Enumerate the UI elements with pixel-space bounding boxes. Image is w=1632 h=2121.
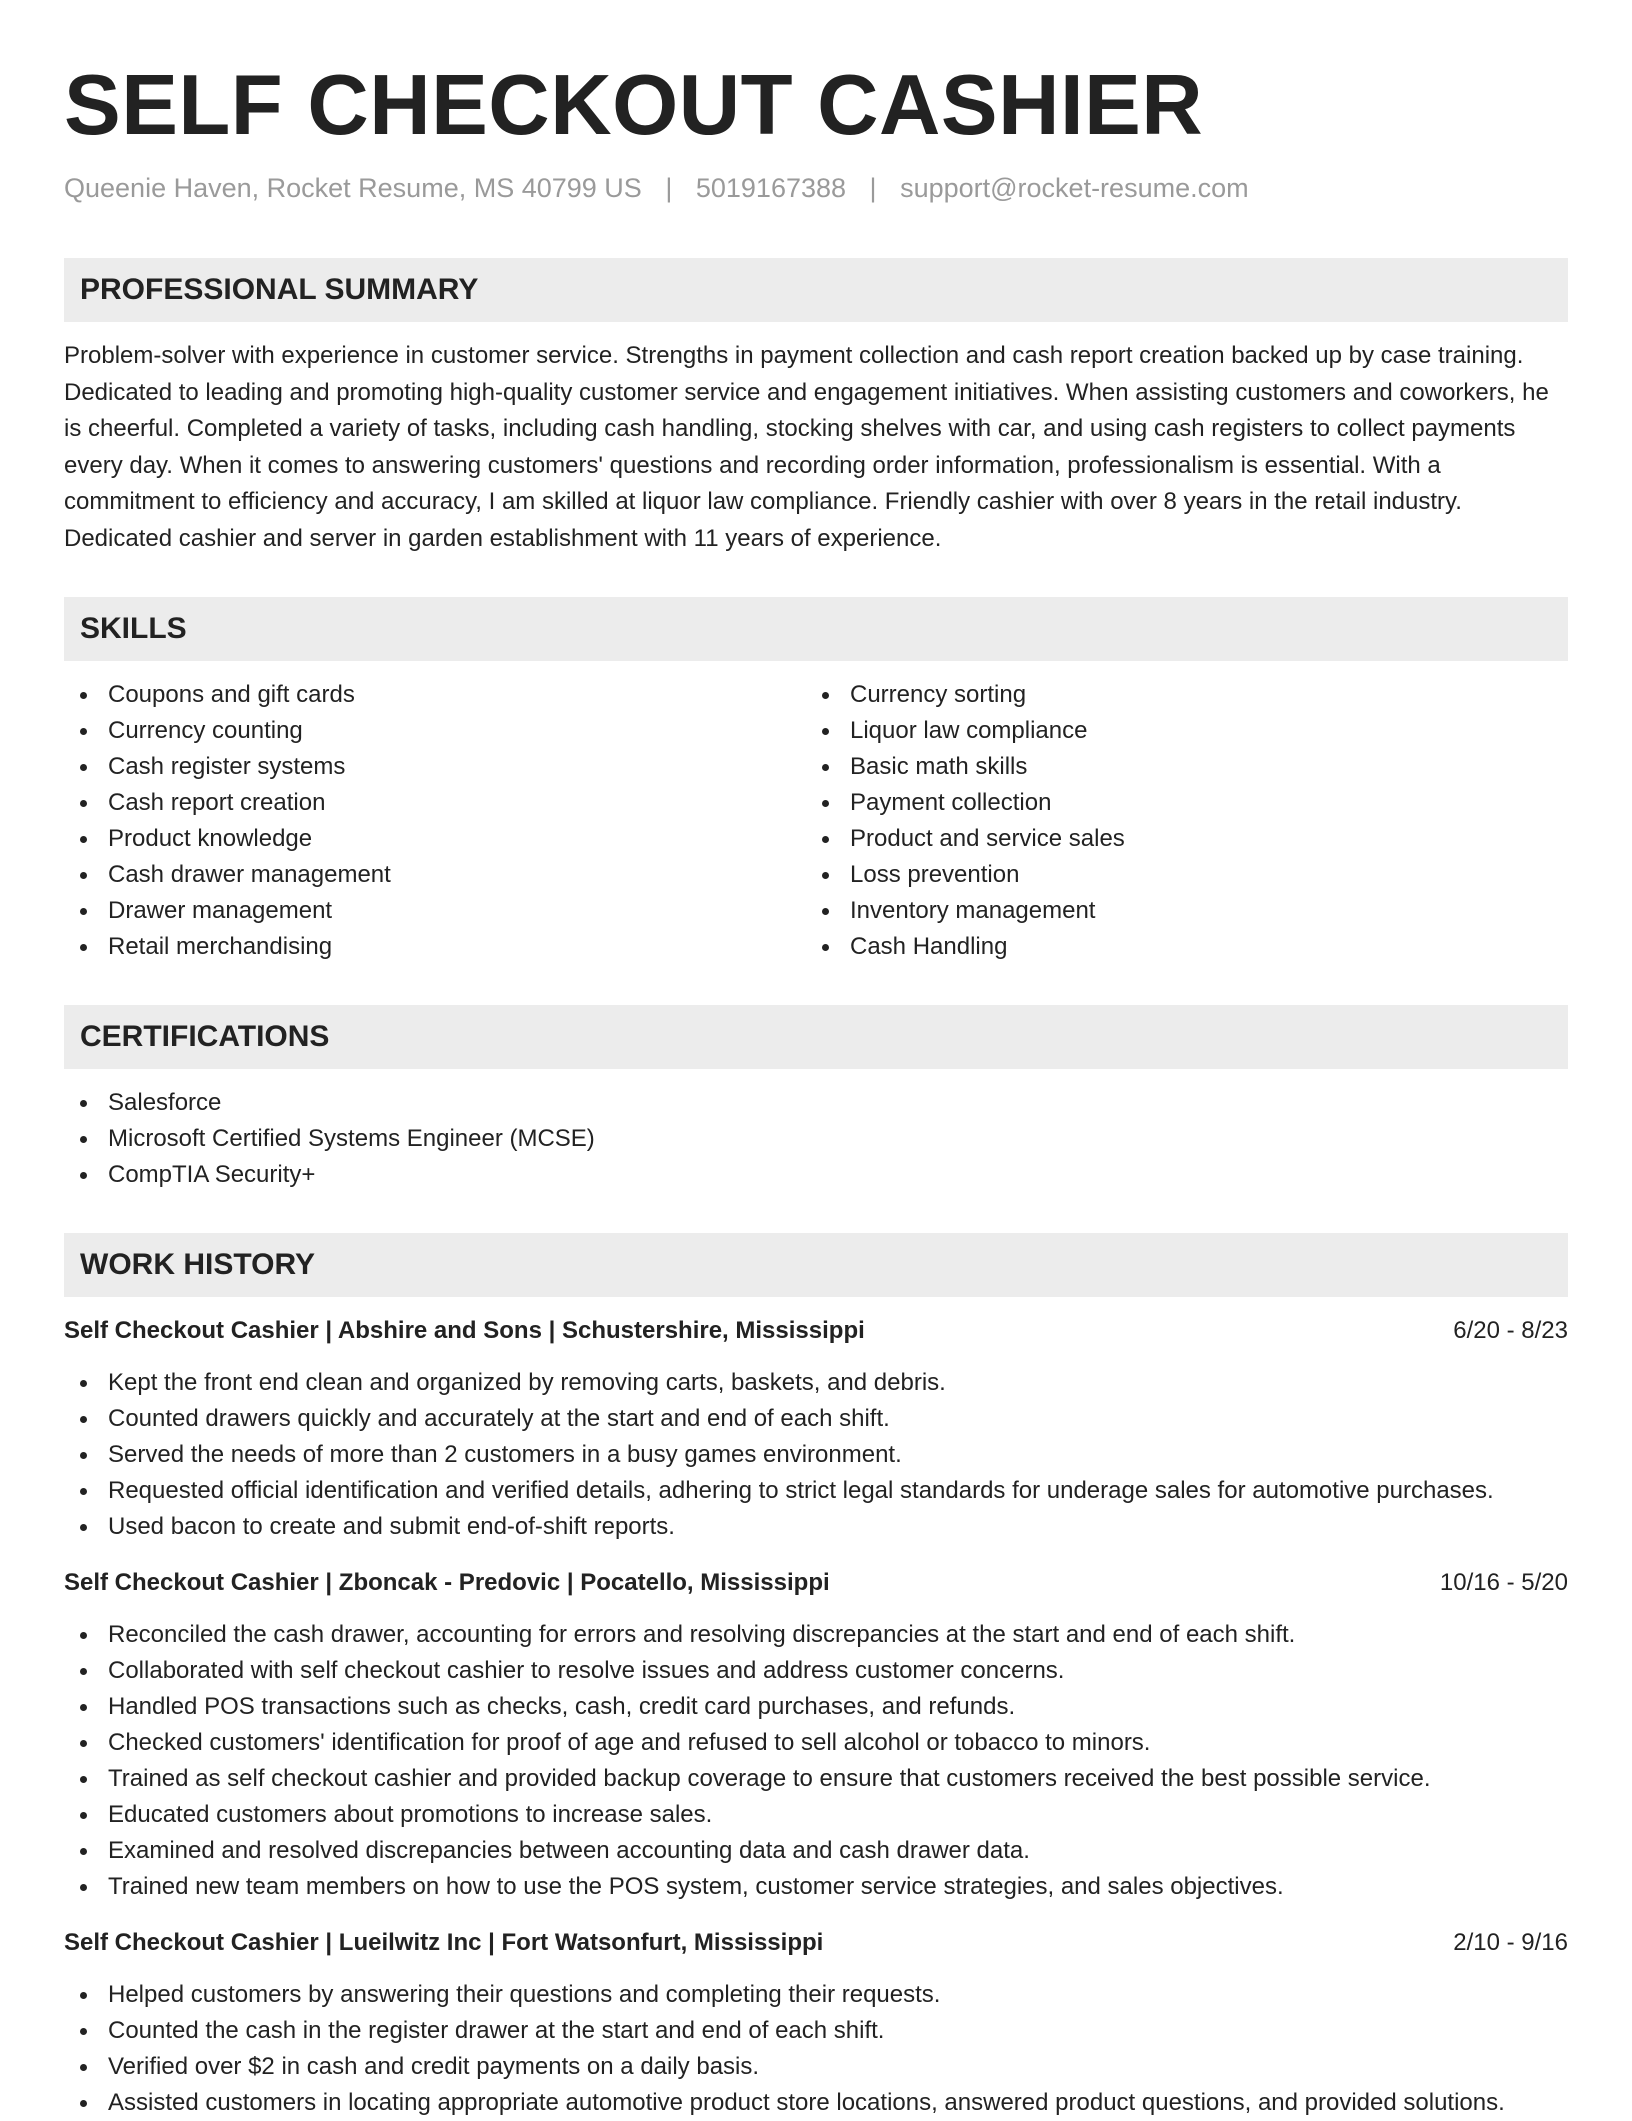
list-item: Payment collection bbox=[806, 785, 1548, 821]
list-item: Currency sorting bbox=[806, 677, 1548, 713]
contact-separator: | bbox=[869, 173, 877, 203]
list-item: Loss prevention bbox=[806, 857, 1548, 893]
section-header-work-history: WORK HISTORY bbox=[64, 1233, 1568, 1297]
list-item: Reconciled the cash drawer, accounting for errors and resolving discrepancies at the start and end of each shift. bbox=[64, 1617, 1568, 1653]
job-duties-list bbox=[64, 1365, 1568, 1545]
list-item: Retail merchandising bbox=[64, 929, 806, 965]
summary-text: Problem-solver with experience in customer service. Strengths in payment collection and cash report creation backed up by case training. Dedicated to leading and promoting high-quality customer service and engagement initiatives. When assisting customers and coworkers, he is cheerful. Completed a variety of tasks, including cash handling, stocking shelves with car, and using cash registers to collect payments every day. When it comes to answering customers' questions and recording order information, professionalism is essential. With a commitment to efficiency and accuracy, I am skilled at liquor law compliance. Friendly cashier with over 8 years in the retail industry. Dedicated cashier and server in garden establishment with 11 years of experience. bbox=[64, 342, 1549, 552]
list-item: Counted drawers quickly and accurately at the start and end of each shift. bbox=[64, 1401, 1568, 1437]
job-entry bbox=[64, 1565, 1568, 1905]
list-item: Educated customers about promotions to increase sales. bbox=[64, 1797, 1568, 1833]
list-item: Product knowledge bbox=[64, 821, 806, 857]
section-header-summary: PROFESSIONAL SUMMARY bbox=[64, 258, 1568, 322]
contact-phone: 5019167388 bbox=[695, 173, 847, 203]
candidate-title: SELF CHECKOUT CASHIER bbox=[64, 58, 1204, 153]
section-header-certifications: CERTIFICATIONS bbox=[64, 1005, 1568, 1069]
list-item: Kept the front end clean and organized by removing carts, baskets, and debris. bbox=[64, 1365, 1568, 1401]
list-item: CompTIA Security+ bbox=[64, 1157, 1568, 1193]
list-item: Inventory management bbox=[806, 893, 1548, 929]
list-item: Handled POS transactions such as checks, cash, credit card purchases, and refunds. bbox=[64, 1689, 1568, 1725]
contact-email: support@rocket-resume.com bbox=[900, 173, 1249, 203]
contact-address: Queenie Haven, Rocket Resume, MS 40799 US bbox=[64, 173, 642, 203]
list-item: Helped customers by answering their questions and completing their requests. bbox=[64, 1977, 1568, 2013]
list-item: Requested official identification and verified details, adhering to strict legal standards for underage sales for automotive purchases. bbox=[64, 1473, 1568, 1509]
list-item: Salesforce bbox=[64, 1085, 1568, 1121]
list-item: Checked customers' identification for proof of age and refused to sell alcohol or tobacco to minors. bbox=[64, 1725, 1568, 1761]
list-item: Verified over $2 in cash and credit payments on a daily basis. bbox=[64, 2049, 1568, 2085]
skills-column-left bbox=[64, 677, 806, 965]
list-item: Cash report creation bbox=[64, 785, 806, 821]
list-item: Coupons and gift cards bbox=[64, 677, 806, 713]
list-item: Used bacon to create and submit end-of-shift reports. bbox=[64, 1509, 1568, 1545]
list-item: Served the needs of more than 2 customers in a busy games environment. bbox=[64, 1437, 1568, 1473]
list-item: Drawer management bbox=[64, 893, 806, 929]
list-item: Counted the cash in the register drawer at the start and end of each shift. bbox=[64, 2013, 1568, 2049]
skills-column-right bbox=[806, 677, 1548, 965]
resume-page bbox=[64, 0, 1568, 2121]
job-title: Self Checkout Cashier | Lueilwitz Inc | Fort Watsonfurt, Mississippi bbox=[64, 1929, 824, 1956]
job-dates: 2/10 - 9/16 bbox=[1453, 1929, 1568, 1956]
job-dates: 6/20 - 8/23 bbox=[1453, 1317, 1568, 1344]
job-title: Self Checkout Cashier | Abshire and Sons | Schustershire, Mississippi bbox=[64, 1317, 865, 1344]
list-item: Microsoft Certified Systems Engineer (MCSE) bbox=[64, 1121, 1568, 1157]
job-entry bbox=[64, 1925, 1568, 2121]
list-item: Assisted customers in locating appropriate automotive product store locations, answered product questions, and provided solutions. bbox=[64, 2085, 1568, 2121]
list-item: Cash Handling bbox=[806, 929, 1548, 965]
certifications-list bbox=[64, 1085, 1568, 1193]
job-title: Self Checkout Cashier | Zboncak - Predovic | Pocatello, Mississippi bbox=[64, 1569, 830, 1596]
contact-separator: | bbox=[665, 173, 673, 203]
list-item: Examined and resolved discrepancies between accounting data and cash drawer data. bbox=[64, 1833, 1568, 1869]
list-item: Collaborated with self checkout cashier to resolve issues and address customer concerns. bbox=[64, 1653, 1568, 1689]
list-item: Basic math skills bbox=[806, 749, 1548, 785]
list-item: Currency counting bbox=[64, 713, 806, 749]
job-duties-list bbox=[64, 1617, 1568, 1905]
skills-list bbox=[64, 677, 1568, 965]
section-header-skills: SKILLS bbox=[64, 597, 1568, 661]
contact-line bbox=[64, 170, 1568, 206]
list-item: Trained as self checkout cashier and provided backup coverage to ensure that customers received the best possible service. bbox=[64, 1761, 1568, 1797]
list-item: Cash drawer management bbox=[64, 857, 806, 893]
job-heading bbox=[64, 1565, 1568, 1601]
list-item: Liquor law compliance bbox=[806, 713, 1548, 749]
list-item: Trained new team members on how to use the POS system, customer service strategies, and sales objectives. bbox=[64, 1869, 1568, 1905]
job-duties-list bbox=[64, 1977, 1568, 2121]
job-dates: 10/16 - 5/20 bbox=[1439, 1569, 1568, 1596]
job-heading bbox=[64, 1313, 1568, 1349]
list-item: Cash register systems bbox=[64, 749, 806, 785]
job-heading bbox=[64, 1925, 1568, 1961]
job-entry bbox=[64, 1313, 1568, 1545]
list-item: Product and service sales bbox=[806, 821, 1548, 857]
